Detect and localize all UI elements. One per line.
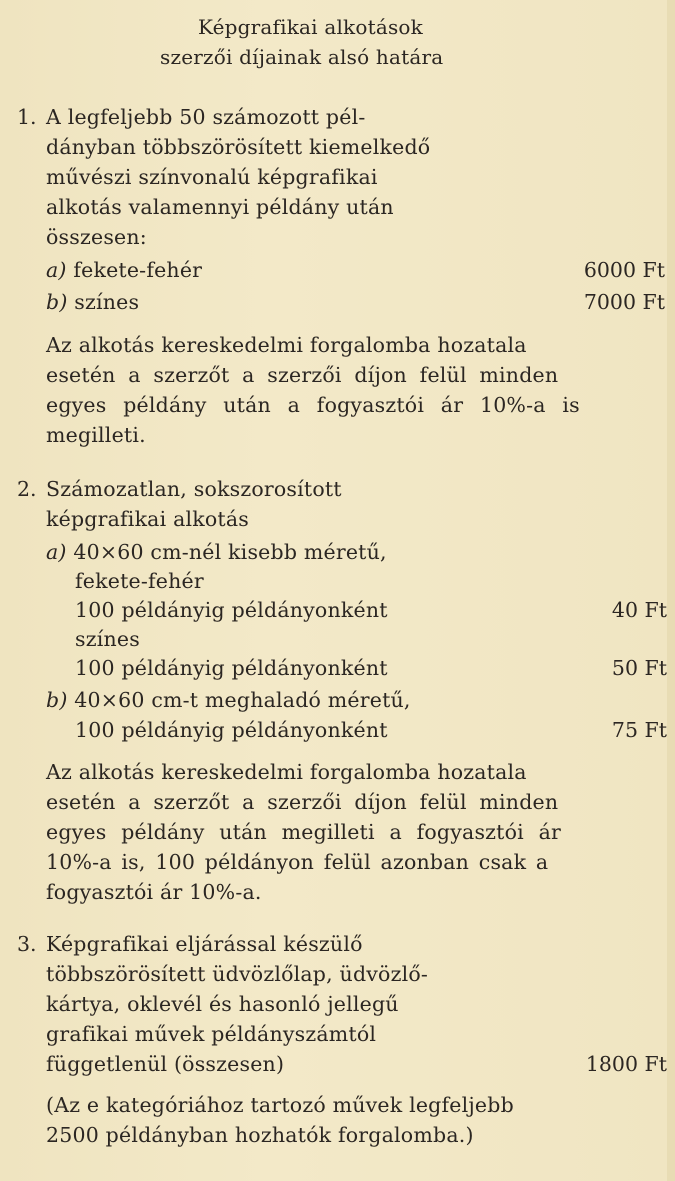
section-1-note-line: esetén a szerzőt a szerzői díjon felül minden xyxy=(46,363,559,387)
item-label: b) xyxy=(46,290,68,314)
section-3-note-line: 2500 példányban hozhatók forgalomba.) xyxy=(46,1123,474,1147)
section-3-line: többszörösített üdvözlőlap, üdvözlő- xyxy=(46,962,429,986)
item-label: b) xyxy=(46,688,68,712)
section-2-item-a-row-amount: 40 Ft xyxy=(611,598,667,622)
section-1-note-line: megilleti. xyxy=(46,423,146,447)
item-label: a) xyxy=(46,258,67,282)
note-text: Az alkotás kereskedelmi forgalomba hozatala xyxy=(46,333,527,357)
section-3-line: grafikai művek példányszámtól xyxy=(46,1022,377,1046)
item-text: fekete-fehér xyxy=(73,258,203,282)
section-1-line: alkotás valamennyi példány után xyxy=(46,195,394,219)
section-1-item-a xyxy=(46,255,202,285)
section-2-item-b-row-amount: 75 Ft xyxy=(611,718,667,742)
section-1-note-line xyxy=(46,330,666,360)
section-2-number: 2. xyxy=(17,477,37,501)
item-label: a) xyxy=(46,540,67,564)
section-1-note-line: egyes példány után a fogyasztói ár 10%-a is xyxy=(46,393,580,417)
section-2-item-b-row: 100 példányig példányonként xyxy=(75,718,388,742)
section-2-note-line: esetén a szerzőt a szerzői díjon felül minden xyxy=(46,790,559,814)
section-2-item-a-row-amount: 50 Ft xyxy=(611,656,667,680)
section-1-item-b-amount: 7000 Ft xyxy=(583,290,665,314)
section-3-amount: 1800 Ft xyxy=(585,1052,667,1076)
section-2-note-line: Az alkotás kereskedelmi forgalomba hozatala xyxy=(46,760,527,784)
section-1-item-a-amount: 6000 Ft xyxy=(583,258,665,282)
section-3-line: Képgrafikai eljárással készülő xyxy=(46,932,363,956)
section-2-note-line: egyes példány után megilleti a fogyasztói ár xyxy=(46,820,562,844)
section-1-line: művészi színvonalú képgrafikai xyxy=(46,165,378,189)
title-line-1: Képgrafikai alkotások xyxy=(198,15,423,39)
section-2-item-a-row: 100 példányig példányonként xyxy=(75,598,388,622)
item-text: színes xyxy=(74,290,140,314)
section-2-line: Számozatlan, sokszorosított xyxy=(46,477,342,501)
section-1-line: A legfeljebb 50 számozott pél- xyxy=(46,105,366,129)
section-1-number: 1. xyxy=(17,105,37,129)
section-1-item-b xyxy=(46,287,139,317)
page-edge xyxy=(667,0,675,1181)
section-1-line: dányban többszörösített kiemelkedő xyxy=(46,135,431,159)
section-1-line: összesen: xyxy=(46,225,147,249)
section-3-note-line: (Az e kategóriához tartozó művek legfeljebb xyxy=(46,1093,514,1117)
section-3-line: függetlenül (összesen) xyxy=(46,1052,285,1076)
section-2-item-a-row: 100 példányig példányonként xyxy=(75,656,388,680)
section-2-note-line: 10%-a is, 100 példányon felül azonban csak a xyxy=(46,850,549,874)
section-3-line: kártya, oklevél és hasonló jellegű xyxy=(46,992,399,1016)
title-line-2: szerzői díjainak alsó határa xyxy=(160,45,444,69)
section-2-note-line: fogyasztói ár 10%-a. xyxy=(46,880,262,904)
section-2-line: képgrafikai alkotás xyxy=(46,507,250,531)
section-2-item-a-sub: színes xyxy=(75,627,140,651)
section-3-number: 3. xyxy=(17,932,37,956)
section-2-item-a-sub: fekete-fehér xyxy=(75,569,204,593)
item-text: 40×60 cm-nél kisebb méretű, xyxy=(73,540,387,564)
item-text: 40×60 cm-t meghaladó méretű, xyxy=(74,688,411,712)
section-2-item-a xyxy=(46,537,387,567)
section-2-item-b xyxy=(46,685,411,715)
